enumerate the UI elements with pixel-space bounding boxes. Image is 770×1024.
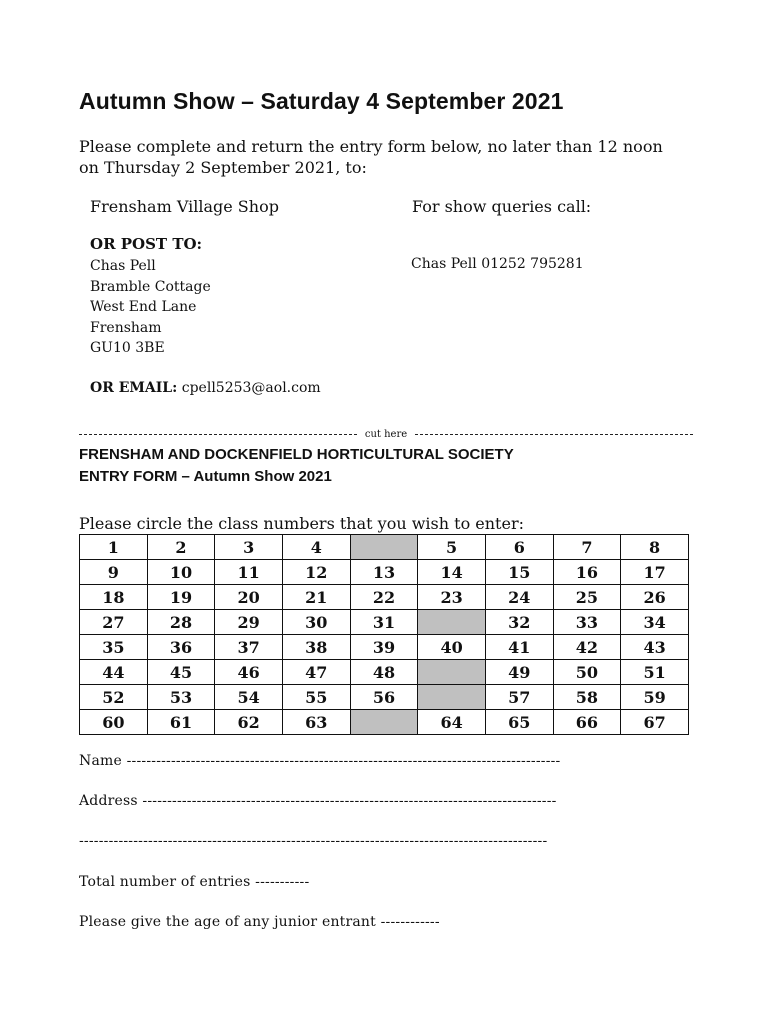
class-number-cell[interactable]: 45 — [147, 660, 215, 685]
class-number-cell[interactable]: 5 — [418, 535, 486, 560]
class-number-cell[interactable]: 24 — [485, 585, 553, 610]
class-grid-row — [80, 710, 689, 735]
blank-cell — [418, 610, 486, 635]
class-number-cell[interactable]: 2 — [147, 535, 215, 560]
class-number-cell[interactable]: 7 — [553, 535, 621, 560]
cut-dash-right — [415, 434, 693, 435]
post-heading: OR POST TO: — [90, 235, 203, 253]
class-number-cell[interactable]: 17 — [621, 560, 689, 585]
class-number-cell[interactable]: 63 — [282, 710, 350, 735]
class-number-cell[interactable]: 59 — [621, 685, 689, 710]
class-number-cell[interactable]: 56 — [350, 685, 418, 710]
class-number-cell[interactable]: 11 — [215, 560, 283, 585]
class-number-cell[interactable]: 9 — [80, 560, 148, 585]
class-number-cell[interactable]: 8 — [621, 535, 689, 560]
intro-paragraph: Please complete and return the entry form below, no later than 12 noon on Thursday 2 September 2021, to: — [79, 137, 663, 177]
class-number-cell[interactable]: 46 — [215, 660, 283, 685]
blank-cell — [350, 710, 418, 735]
total-entries-field[interactable]: Total number of entries ----------- — [79, 874, 310, 890]
class-grid-row — [80, 535, 689, 560]
name-field[interactable]: Name ---------------------------------------------------------------------------------------- — [79, 753, 561, 769]
class-number-cell[interactable]: 20 — [215, 585, 283, 610]
class-number-cell[interactable]: 50 — [553, 660, 621, 685]
class-number-cell[interactable]: 4 — [282, 535, 350, 560]
class-number-cell[interactable]: 37 — [215, 635, 283, 660]
shop-name: Frensham Village Shop — [90, 197, 279, 216]
class-number-grid — [79, 534, 689, 735]
class-number-cell[interactable]: 14 — [418, 560, 486, 585]
class-number-cell[interactable]: 57 — [485, 685, 553, 710]
postal-address — [90, 256, 211, 359]
blank-cell — [418, 660, 486, 685]
class-number-cell[interactable]: 61 — [147, 710, 215, 735]
class-number-cell[interactable]: 58 — [553, 685, 621, 710]
class-grid-row — [80, 660, 689, 685]
queries-label: For show queries call: — [412, 197, 592, 216]
class-number-cell[interactable]: 16 — [553, 560, 621, 585]
entry-form-title: ENTRY FORM – Autumn Show 2021 — [79, 468, 332, 485]
address-line: Chas Pell — [90, 258, 156, 274]
class-number-cell[interactable]: 15 — [485, 560, 553, 585]
class-number-cell[interactable]: 25 — [553, 585, 621, 610]
class-number-cell[interactable]: 41 — [485, 635, 553, 660]
class-number-cell[interactable]: 52 — [80, 685, 148, 710]
class-number-cell[interactable]: 51 — [621, 660, 689, 685]
class-number-cell[interactable]: 32 — [485, 610, 553, 635]
class-number-cell[interactable]: 22 — [350, 585, 418, 610]
email-address: cpell5253@aol.com — [181, 380, 321, 396]
class-number-cell[interactable]: 64 — [418, 710, 486, 735]
class-number-cell[interactable]: 12 — [282, 560, 350, 585]
society-name: FRENSHAM AND DOCKENFIELD HORTICULTURAL SOCIETY — [79, 446, 514, 463]
class-number-cell[interactable]: 31 — [350, 610, 418, 635]
class-number-cell[interactable]: 48 — [350, 660, 418, 685]
class-number-cell[interactable]: 55 — [282, 685, 350, 710]
class-grid-row — [80, 610, 689, 635]
class-number-cell[interactable]: 28 — [147, 610, 215, 635]
class-number-cell[interactable]: 23 — [418, 585, 486, 610]
class-grid-row — [80, 560, 689, 585]
class-number-cell[interactable]: 66 — [553, 710, 621, 735]
class-number-cell[interactable]: 53 — [147, 685, 215, 710]
class-number-cell[interactable]: 6 — [485, 535, 553, 560]
page-title: Autumn Show – Saturday 4 September 2021 — [79, 88, 564, 114]
class-number-cell[interactable]: 1 — [80, 535, 148, 560]
class-number-cell[interactable]: 67 — [621, 710, 689, 735]
class-number-cell[interactable]: 13 — [350, 560, 418, 585]
class-number-cell[interactable]: 21 — [282, 585, 350, 610]
junior-age-field[interactable]: Please give the age of any junior entrant ------------ — [79, 914, 440, 930]
class-number-cell[interactable]: 35 — [80, 635, 148, 660]
address-line: Frensham — [90, 319, 162, 336]
class-number-cell[interactable]: 40 — [418, 635, 486, 660]
class-number-cell[interactable]: 29 — [215, 610, 283, 635]
cut-dash-left — [79, 434, 357, 435]
class-number-cell[interactable]: 19 — [147, 585, 215, 610]
class-number-cell[interactable]: 47 — [282, 660, 350, 685]
class-number-cell[interactable]: 49 — [485, 660, 553, 685]
address-line: Bramble Cottage — [90, 278, 211, 295]
class-number-cell[interactable]: 30 — [282, 610, 350, 635]
class-number-cell[interactable]: 18 — [80, 585, 148, 610]
class-number-cell[interactable]: 34 — [621, 610, 689, 635]
class-grid-row — [80, 585, 689, 610]
class-number-cell[interactable]: 54 — [215, 685, 283, 710]
class-number-cell[interactable]: 33 — [553, 610, 621, 635]
blank-cell — [350, 535, 418, 560]
class-number-cell[interactable]: 39 — [350, 635, 418, 660]
address-field[interactable]: Address ------------------------------------------------------------------------------------ — [79, 793, 557, 809]
class-number-cell[interactable]: 26 — [621, 585, 689, 610]
class-number-cell[interactable]: 42 — [553, 635, 621, 660]
class-number-cell[interactable]: 65 — [485, 710, 553, 735]
address-field-continued[interactable]: ----------------------------------------------------------------------------------------------- — [79, 833, 548, 849]
address-line: GU10 3BE — [90, 340, 165, 356]
class-number-cell[interactable]: 36 — [147, 635, 215, 660]
circle-instruction: Please circle the class numbers that you wish to enter: — [79, 514, 524, 533]
class-number-cell[interactable]: 62 — [215, 710, 283, 735]
queries-contact: Chas Pell 01252 795281 — [411, 256, 584, 272]
class-number-cell[interactable]: 43 — [621, 635, 689, 660]
class-number-cell[interactable]: 38 — [282, 635, 350, 660]
address-line: West End Lane — [90, 299, 197, 315]
cut-here-label: cut here — [364, 428, 408, 440]
class-grid-row — [80, 685, 689, 710]
class-number-cell[interactable]: 27 — [80, 610, 148, 635]
class-number-cell[interactable]: 44 — [80, 660, 148, 685]
class-number-cell[interactable]: 60 — [80, 710, 148, 735]
blank-cell — [418, 685, 486, 710]
email-label: OR EMAIL: — [90, 380, 178, 396]
email-line — [90, 380, 321, 396]
class-grid-row — [80, 635, 689, 660]
cut-here-divider — [79, 426, 693, 442]
class-number-cell[interactable]: 3 — [215, 535, 283, 560]
class-number-cell[interactable]: 10 — [147, 560, 215, 585]
